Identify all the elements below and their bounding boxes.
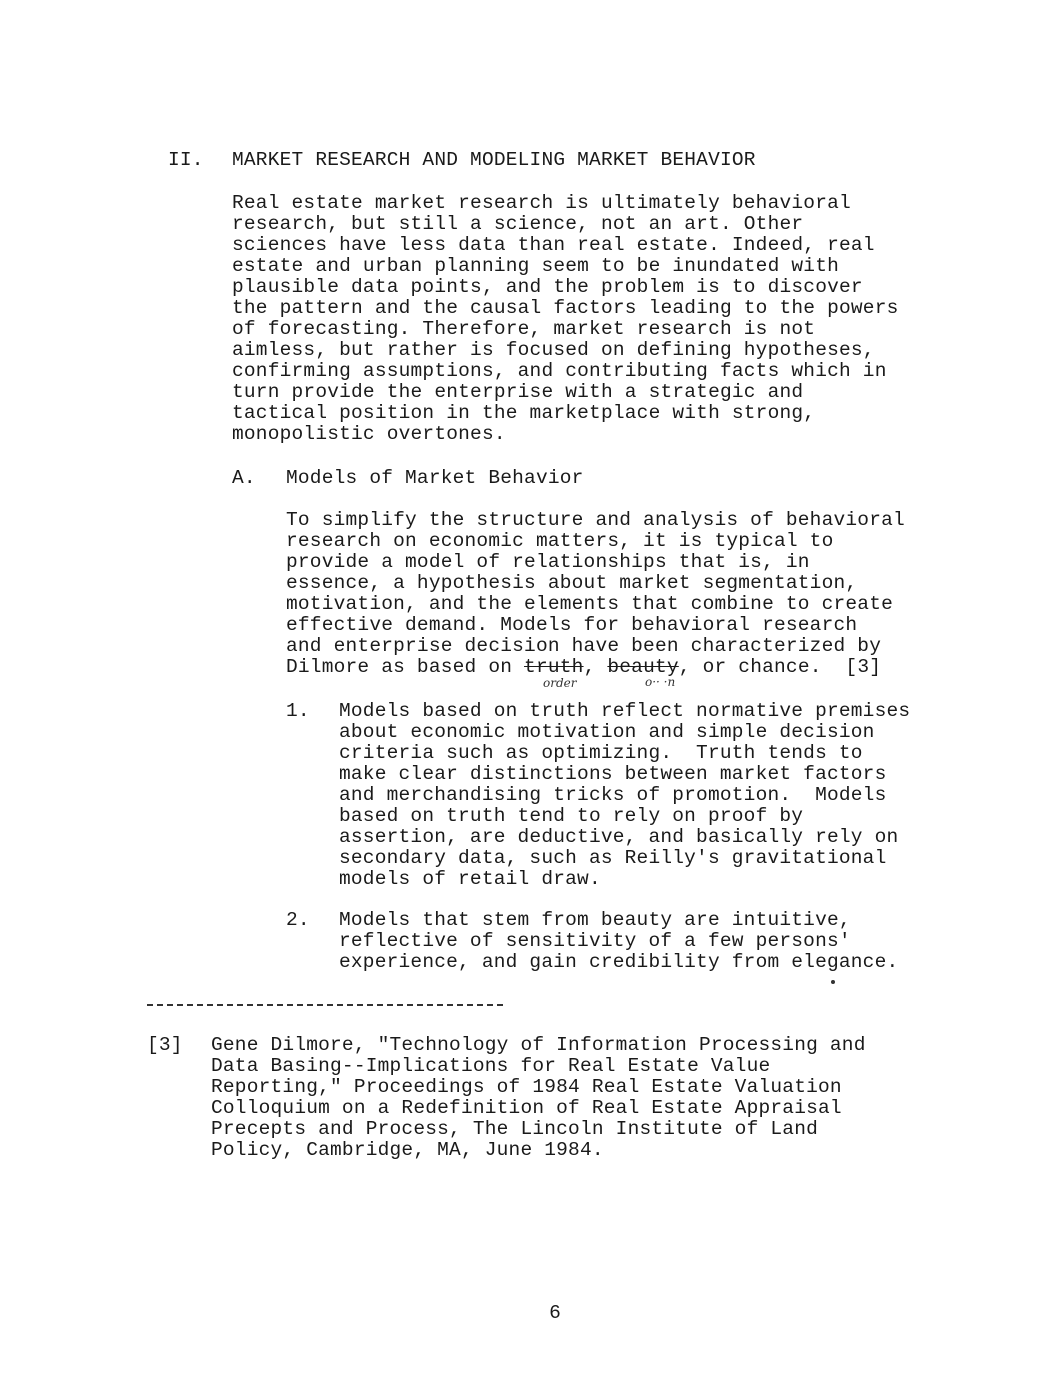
paragraph-last-line-suffix: , or chance. [3] xyxy=(678,656,882,678)
subsection-letter: A. xyxy=(232,467,256,489)
paragraph-line: motivation, and the elements that combine to create xyxy=(286,593,893,615)
list-item-number: 1. xyxy=(286,700,310,722)
subsection-title: Models of Market Behavior xyxy=(286,467,584,489)
section-number: II. xyxy=(168,149,204,171)
footnote-text: Gene Dilmore, "Technology of Information Processing and Data Basing--Implications for Real Estate Value Reporting," Proceedings of 1984 Real Estate Valuation Colloquium on a Redefinition of Real Estate Appraisal Precepts and Process, The Lincoln Institute of Land Policy, Cambridge, MA, June 1984. xyxy=(211,1034,866,1161)
section-paragraph: Real estate market research is ultimately behavioral research, but still a science, not an art. Other sciences have less data than real estate. Indeed, real estate and urban planning seem to be inundated with plausible data points, and the problem is to discover the pattern and the causal factors leading to the powers of forecasting. Therefore, market research is not aimless, but rather is focused on defining hypotheses, confirming assumptions, and contributing facts which in turn provide the enterprise with a strategic and tactical position in the marketplace with strong, monopolistic overtones. xyxy=(232,192,899,445)
paragraph-last-line-mid: , xyxy=(583,656,608,678)
list-item-number: 2. xyxy=(286,909,310,931)
stray-mark xyxy=(831,980,835,984)
footnote-reference: [3] xyxy=(147,1034,183,1056)
subsection-paragraph xyxy=(286,510,905,678)
handwritten-annotation: order xyxy=(543,676,577,690)
footnote-separator xyxy=(147,1004,503,1006)
list-item-text: Models that stem from beauty are intuitive, reflective of sensitivity of a few persons' experience, and gain credibility from elegance. xyxy=(339,909,899,973)
paragraph-line: and enterprise decision have been characterized by xyxy=(286,635,882,657)
struck-word-beauty: beauty xyxy=(607,656,679,678)
page-number: 6 xyxy=(549,1302,561,1324)
handwritten-annotation: o·· ·n xyxy=(645,675,676,689)
paragraph-line: research on economic matters, it is typical to xyxy=(286,530,834,552)
paragraph-last-line-prefix: Dilmore as based on xyxy=(286,656,525,678)
paragraph-line: provide a model of relationships that is, in xyxy=(286,551,810,573)
paragraph-line: effective demand. Models for behavioral research xyxy=(286,614,858,636)
list-item-text: Models based on truth reflect normative premises about economic motivation and simple decision criteria such as optimizing. Truth tends to make clear distinctions between market factors and merchandising tricks of promotion. Models based on truth tend to rely on proof by assertion, are deductive, and basically rely on secondary data, such as Reilly's gravitational models of retail draw. xyxy=(339,700,911,890)
section-title: MARKET RESEARCH AND MODELING MARKET BEHAVIOR xyxy=(232,149,756,171)
paragraph-line: essence, a hypothesis about market segmentation, xyxy=(286,572,858,594)
paragraph-line: To simplify the structure and analysis of behavioral xyxy=(286,509,905,531)
struck-word-truth: truth xyxy=(524,656,584,678)
